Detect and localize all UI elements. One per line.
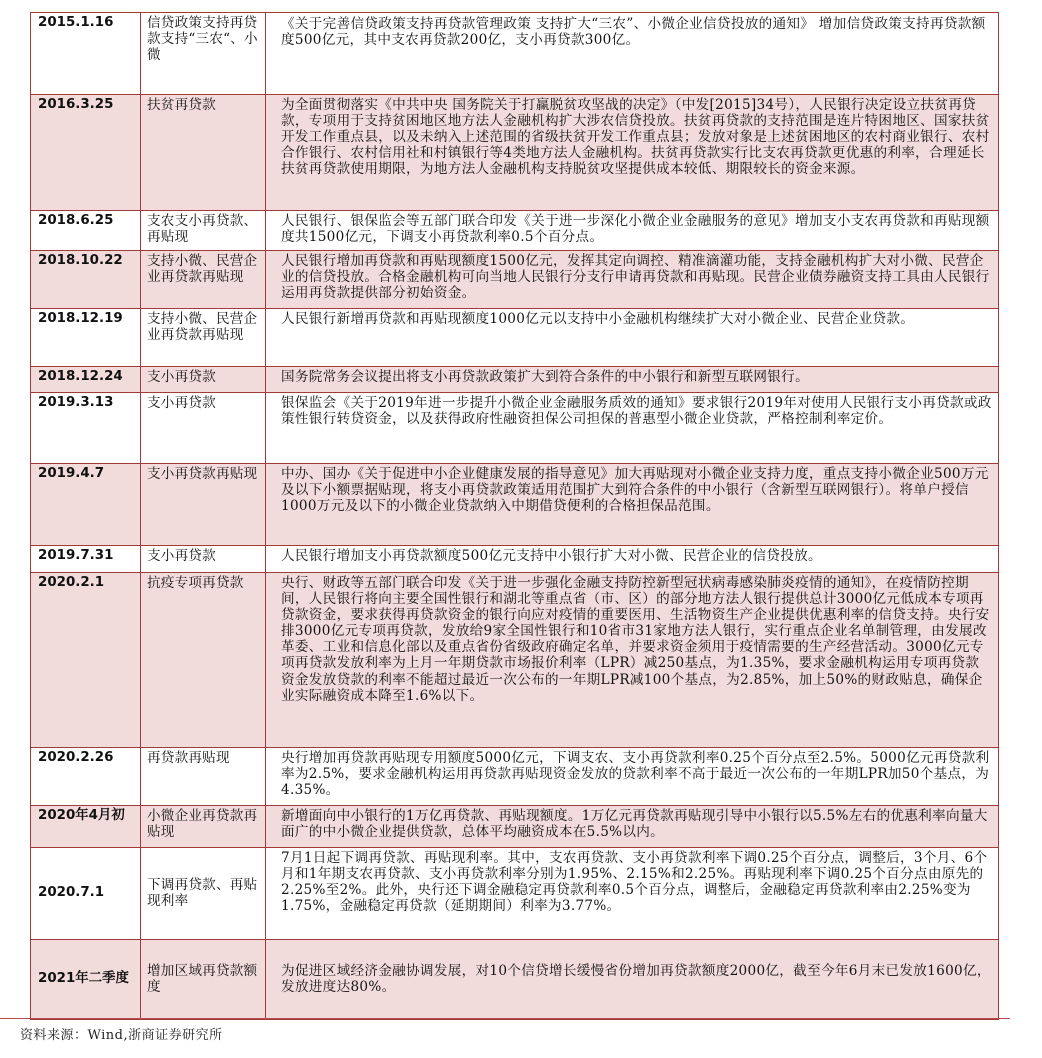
table-row xyxy=(31,309,999,367)
row-tool: 增加区域再贷款额度 xyxy=(141,940,266,1020)
table-row xyxy=(31,211,999,251)
row-description: 人民银行、银保监会等五部门联合印发《关于进一步深化小微企业金融服务的意见》增加支小支农再贷款和再贴现额度共1500亿元，下调支小再贷款利率0.5个百分点。 xyxy=(266,211,999,251)
row-description: 央行增加再贷款再贴现专用额度5000亿元，下调支农、支小再贷款利率0.25个百分点至2.5%。5000亿元再贷款利率为2.5%，要求金融机构运用再贷款再贴现资金发放的贷款利率不高于最近一次公布的一年期LPR加50个基点，为4.35%。 xyxy=(266,748,999,806)
row-date: 2021年二季度 xyxy=(31,940,141,1020)
row-description: 人民银行增加支小再贷款额度500亿元支持中小银行扩大对小微、民营企业的信贷投放。 xyxy=(266,546,999,573)
row-tool: 信贷政策支持再贷款支持“三农“、小微 xyxy=(141,13,266,95)
row-description: 《关于完善信贷政策支持再贷款管理政策 支持扩大“三农”、小微企业信贷投放的通知》 增加信贷政策支持再贷款额度500亿元，其中支农再贷款200亿，支小再贷款300亿。 xyxy=(266,13,999,95)
table-row xyxy=(31,546,999,573)
table-row xyxy=(31,393,999,464)
table-row xyxy=(31,251,999,309)
row-date: 2015.1.16 xyxy=(31,13,141,95)
row-date: 2018.6.25 xyxy=(31,211,141,251)
row-description: 银保监会《关于2019年进一步提升小微企业金融服务质效的通知》要求银行2019年对使用人民银行支小再贷款或政策性银行转贷资金，以及获得政府性融资担保公司担保的普惠型小微企业贷款，严格控制利率定价。 xyxy=(266,393,999,464)
row-date: 2020.7.1 xyxy=(31,848,141,940)
row-description: 国务院常务会议提出将支小再贷款政策扩大到符合条件的中小银行和新型互联网银行。 xyxy=(266,367,999,393)
table-row xyxy=(31,848,999,940)
row-date: 2016.3.25 xyxy=(31,95,141,211)
policy-table xyxy=(30,12,999,1020)
table-row xyxy=(31,367,999,393)
row-date: 2018.10.22 xyxy=(31,251,141,309)
row-description: 人民银行新增再贷款和再贴现额度1000亿元以支持中小金融机构继续扩大对小微企业、民营企业贷款。 xyxy=(266,309,999,367)
table-row xyxy=(31,573,999,748)
row-tool: 支小再贷款再贴现 xyxy=(141,464,266,546)
row-date: 2020年4月初 xyxy=(31,806,141,848)
row-date: 2020.2.1 xyxy=(31,573,141,748)
row-date: 2019.7.31 xyxy=(31,546,141,573)
row-date: 2020.2.26 xyxy=(31,748,141,806)
row-tool: 支持小微、民营企业再贷款再贴现 xyxy=(141,251,266,309)
table-row xyxy=(31,95,999,211)
row-description: 中办、国办《关于促进中小企业健康发展的指导意见》加大再贴现对小微企业支持力度，重点支持小微企业500万元及以下小额票据贴现，将支小再贷款政策适用范围扩大到符合条件的中小银行（含新型互联网银行）。将单户授信1000万元及以下的小微企业贷款纳入中期借贷便利的合格担保品范围。 xyxy=(266,464,999,546)
row-date: 2018.12.24 xyxy=(31,367,141,393)
row-tool: 抗疫专项再贷款 xyxy=(141,573,266,748)
row-description: 央行、财政等五部门联合印发《关于进一步强化金融支持防控新型冠状病毒感染肺炎疫情的通知》，在疫情防控期间，人民银行将向主要全国性银行和湖北等重点省（市、区）的部分地方法人银行提供总计3000亿元低成本专项再贷款资金，要求获得再贷款资金的银行向应对疫情的重要医用、生活物资生产企业提供优惠利率的信贷支持。央行安排3000亿元专项再贷款，发放给9家全国性银行和10省市31家地方法人银行，实行重点企业名单制管理，由发展改革委、工业和信息化部以及重点省份省级政府确定名单，并要求资金须用于疫情需要的生产经营活动。3000亿元专项再贷款发放利率为上月一年期贷款市场报价利率（LPR）减250基点，为1.35%，要求金融机构运用专项再贷款资金发放贷款的利率不能超过最近一次公布的一年期LPR减100个基点，为2.85%，加上50%的财政贴息，确保企业实际融资成本降至1.6%以下。 xyxy=(266,573,999,748)
row-date: 2019.4.7 xyxy=(31,464,141,546)
row-tool: 支小再贷款 xyxy=(141,393,266,464)
table-row xyxy=(31,748,999,806)
row-tool: 再贷款再贴现 xyxy=(141,748,266,806)
table-row xyxy=(31,806,999,848)
row-date: 2018.12.19 xyxy=(31,309,141,367)
row-tool: 支小再贷款 xyxy=(141,367,266,393)
table-row xyxy=(31,13,999,95)
row-date: 2019.3.13 xyxy=(31,393,141,464)
row-description: 人民银行增加再贷款和再贴现额度1500亿元，发挥其定向调控、精准滴灌功能，支持金融机构扩大对小微、民营企业的信贷投放。合格金融机构可向当地人民银行分支行申请再贷款和再贴现。民营企业债券融资支持工具由人民银行运用再贷款提供部分初始资金。 xyxy=(266,251,999,309)
row-tool: 下调再贷款、再贴现利率 xyxy=(141,848,266,940)
row-tool: 支小再贷款 xyxy=(141,546,266,573)
row-description: 为促进区域经济金融协调发展，对10个信贷增长缓慢省份增加再贷款额度2000亿，截至今年6月末已发放1600亿，发放进度达80%。 xyxy=(266,940,999,1020)
source-note: 资料来源：Wind,浙商证券研究所 xyxy=(20,1028,223,1043)
source-divider xyxy=(0,1018,1010,1019)
row-description: 7月1日起下调再贷款、再贴现利率。其中，支农再贷款、支小再贷款利率下调0.25个百分点，调整后，3个月、6个月和1年期支农再贷款、支小再贷款利率分别为1.95%、2.15%和2.25%。再贴现利率下调0.25个百分点由原先的2.25%至2%。此外，央行还下调金融稳定再贷款利率0.5个百分点，调整后，金融稳定再贷款利率由2.25%变为1.75%，金融稳定再贷款（延期期间）利率为3.77%。 xyxy=(266,848,999,940)
row-description: 新增面向中小银行的1万亿再贷款、再贴现额度。1万亿元再贷款再贴现引导中小银行以5.5%左右的优惠利率向量大面广的中小微企业提供贷款，总体平均融资成本在5.5%以内。 xyxy=(266,806,999,848)
row-tool: 支农支小再贷款、再贴现 xyxy=(141,211,266,251)
table-row xyxy=(31,464,999,546)
row-tool: 扶贫再贷款 xyxy=(141,95,266,211)
row-description: 为全面贯彻落实《中共中央 国务院关于打赢脱贫攻坚战的决定》（中发[2015]34号），人民银行决定设立扶贫再贷款，专项用于支持贫困地区地方法人金融机构扩大涉农信贷投放。扶贫再贷款的支持范围是连片特困地区、国家扶贫开发工作重点县，以及未纳入上述范围的省级扶贫开发工作重点县；发放对象是上述贫困地区的农村商业银行、农村合作银行、农村信用社和村镇银行等4类地方法人金融机构。扶贫再贷款实行比支农再贷款更优惠的利率，合理延长扶贫再贷款使用期限，为地方法人金融机构支持脱贫攻坚提供成本较低、期限较长的资金来源。 xyxy=(266,95,999,211)
row-tool: 支持小微、民营企业再贷款再贴现 xyxy=(141,309,266,367)
table-row xyxy=(31,940,999,1020)
row-tool: 小微企业再贷款再贴现 xyxy=(141,806,266,848)
